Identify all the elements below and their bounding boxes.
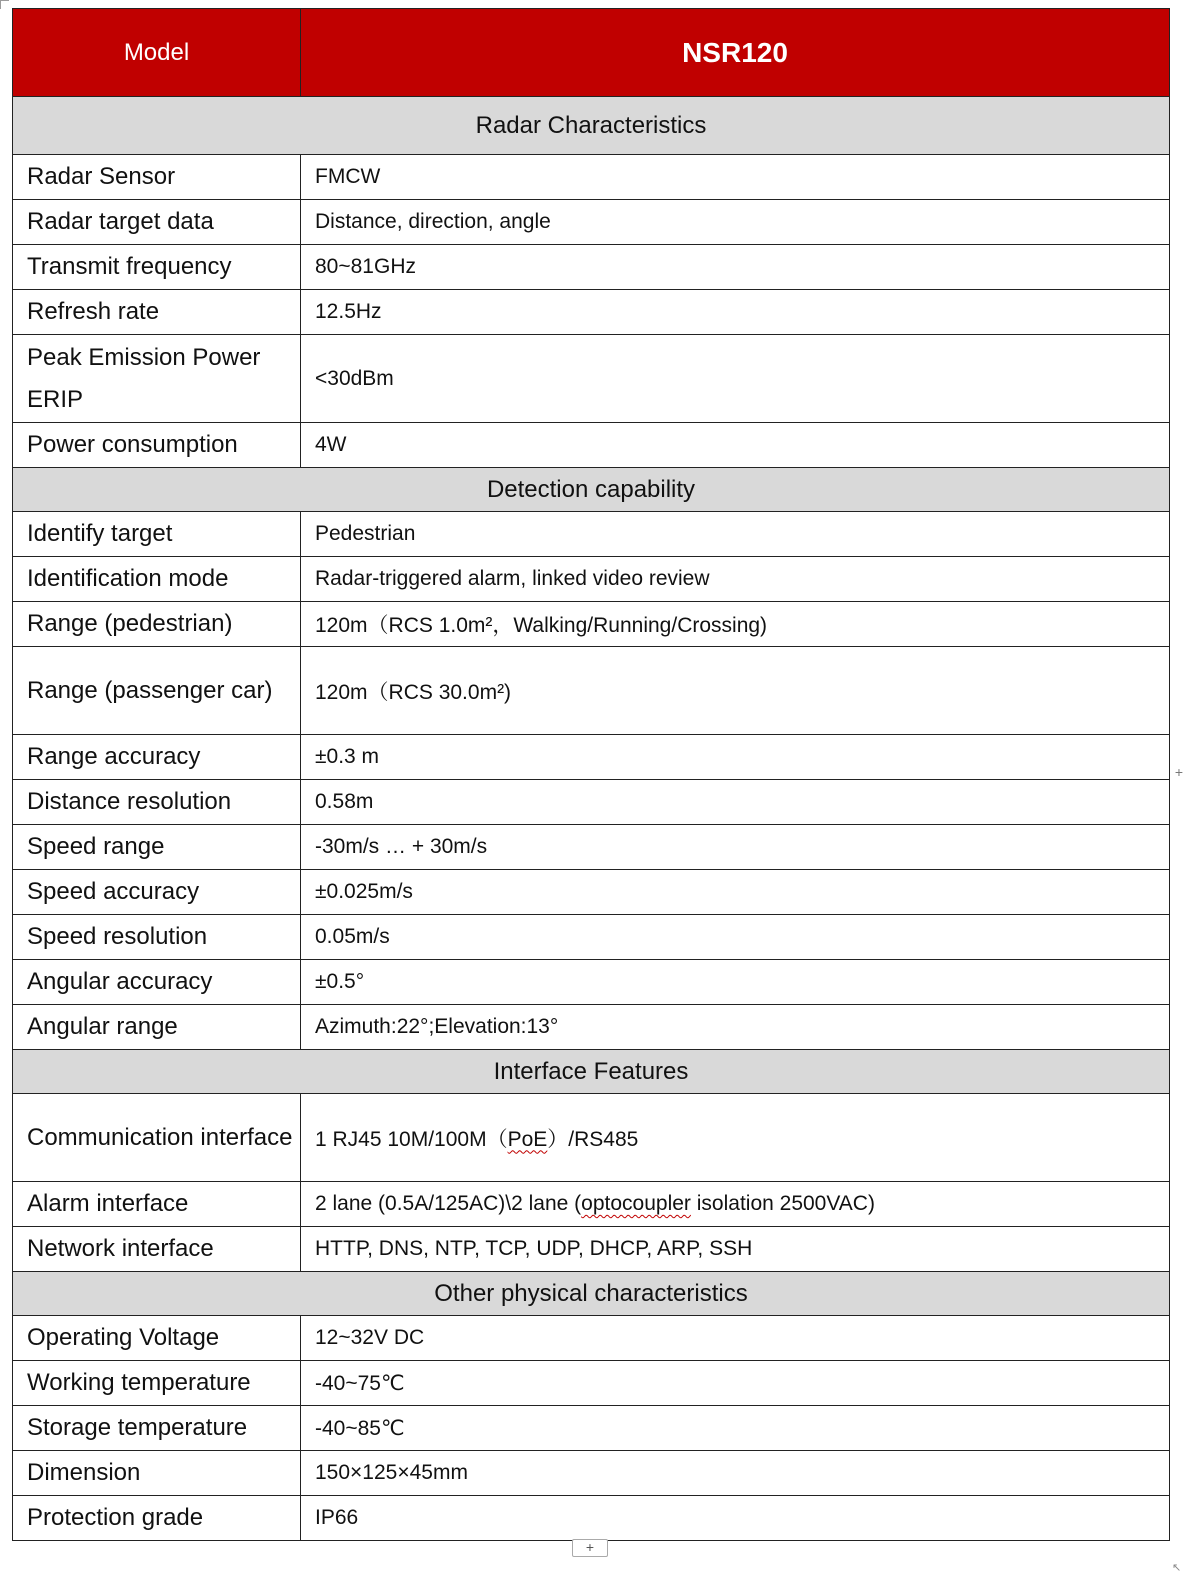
table-row bbox=[13, 1451, 1170, 1496]
row-label: Distance resolution bbox=[13, 780, 301, 825]
table-row bbox=[13, 602, 1170, 647]
row-value: -30m/s … + 30m/s bbox=[301, 825, 1170, 870]
model-label: Model bbox=[13, 9, 301, 97]
row-value: 0.05m/s bbox=[301, 915, 1170, 960]
row-label: Angular range bbox=[13, 1005, 301, 1050]
row-value: ±0.3 m bbox=[301, 735, 1170, 780]
table-row bbox=[13, 245, 1170, 290]
row-label: Refresh rate bbox=[13, 290, 301, 335]
table-row bbox=[13, 1406, 1170, 1451]
section-title: Detection capability bbox=[13, 468, 1170, 512]
add-row-button[interactable]: + bbox=[572, 1539, 608, 1557]
section-header bbox=[13, 1272, 1170, 1316]
model-value: NSR120 bbox=[301, 9, 1170, 97]
table-row bbox=[13, 870, 1170, 915]
row-value: Pedestrian bbox=[301, 512, 1170, 557]
row-value: HTTP, DNS, NTP, TCP, UDP, DHCP, ARP, SSH bbox=[301, 1227, 1170, 1272]
row-value bbox=[301, 1182, 1170, 1227]
table-row bbox=[13, 1005, 1170, 1050]
row-value: -40~75℃ bbox=[301, 1361, 1170, 1406]
row-label: Radar target data bbox=[13, 200, 301, 245]
section-header bbox=[13, 1050, 1170, 1094]
row-label: Radar Sensor bbox=[13, 155, 301, 200]
row-value: 80~81GHz bbox=[301, 245, 1170, 290]
spellcheck-flagged-text[interactable]: optocoupler bbox=[581, 1192, 691, 1215]
section-header bbox=[13, 97, 1170, 155]
table-row bbox=[13, 290, 1170, 335]
row-label: Power consumption bbox=[13, 423, 301, 468]
row-value: 12~32V DC bbox=[301, 1316, 1170, 1361]
section-title: Interface Features bbox=[13, 1050, 1170, 1094]
add-column-icon[interactable]: + bbox=[1174, 764, 1184, 780]
table-row bbox=[13, 1496, 1170, 1541]
row-label: Transmit frequency bbox=[13, 245, 301, 290]
spellcheck-flagged-text[interactable]: PoE bbox=[507, 1127, 548, 1151]
row-label: Speed accuracy bbox=[13, 870, 301, 915]
section-title: Other physical characteristics bbox=[13, 1272, 1170, 1316]
value-text: ）/RS485 bbox=[547, 1127, 639, 1151]
table-row bbox=[13, 1094, 1170, 1182]
table-row bbox=[13, 423, 1170, 468]
row-value: 120m（RCS 30.0m²) bbox=[301, 647, 1170, 735]
table-row bbox=[13, 512, 1170, 557]
value-text: 1 RJ45 10M/100M（ bbox=[315, 1127, 508, 1151]
row-value bbox=[301, 1094, 1170, 1182]
row-value: Radar-triggered alarm, linked video review bbox=[301, 557, 1170, 602]
row-label: Identification mode bbox=[13, 557, 301, 602]
table-row bbox=[13, 1316, 1170, 1361]
table-resize-icon[interactable]: ↖ bbox=[1172, 1562, 1182, 1574]
row-value: 4W bbox=[301, 423, 1170, 468]
row-value: Distance, direction, angle bbox=[301, 200, 1170, 245]
row-value: 150×125×45mm bbox=[301, 1451, 1170, 1496]
table-row bbox=[13, 735, 1170, 780]
value-text: 2 lane (0.5A/125AC)\2 lane ( bbox=[315, 1192, 582, 1215]
table-row bbox=[13, 200, 1170, 245]
table-row bbox=[13, 1361, 1170, 1406]
row-label: Dimension bbox=[13, 1451, 301, 1496]
section-title: Radar Characteristics bbox=[13, 97, 1170, 155]
row-label: Range (passenger car) bbox=[13, 647, 301, 735]
row-label: Operating Voltage bbox=[13, 1316, 301, 1361]
table-row bbox=[13, 1227, 1170, 1272]
row-label: Protection grade bbox=[13, 1496, 301, 1541]
table-row bbox=[13, 960, 1170, 1005]
row-label: Range accuracy bbox=[13, 735, 301, 780]
value-text: isolation 2500VAC) bbox=[690, 1192, 875, 1215]
row-value: Azimuth:22°;Elevation:13° bbox=[301, 1005, 1170, 1050]
row-value: ±0.025m/s bbox=[301, 870, 1170, 915]
table-row bbox=[13, 1182, 1170, 1227]
row-label: Alarm interface bbox=[13, 1182, 301, 1227]
row-value: <30dBm bbox=[301, 335, 1170, 423]
table-row bbox=[13, 557, 1170, 602]
row-label: Network interface bbox=[13, 1227, 301, 1272]
row-label: Working temperature bbox=[13, 1361, 301, 1406]
row-value: IP66 bbox=[301, 1496, 1170, 1541]
row-label: Angular accuracy bbox=[13, 960, 301, 1005]
table-row bbox=[13, 915, 1170, 960]
table-row bbox=[13, 647, 1170, 735]
table-row bbox=[13, 825, 1170, 870]
row-value: -40~85℃ bbox=[301, 1406, 1170, 1451]
table-row bbox=[13, 335, 1170, 423]
table-select-handle[interactable] bbox=[0, 0, 9, 9]
model-row bbox=[13, 9, 1170, 97]
row-label: Communication interface bbox=[13, 1094, 301, 1182]
spec-table bbox=[12, 8, 1170, 1541]
row-value: 0.58m bbox=[301, 780, 1170, 825]
row-label: Range (pedestrian) bbox=[13, 602, 301, 647]
row-label: Speed resolution bbox=[13, 915, 301, 960]
table-row bbox=[13, 155, 1170, 200]
row-label: Speed range bbox=[13, 825, 301, 870]
row-value: 120m（RCS 1.0m²，Walking/Running/Crossing) bbox=[301, 602, 1170, 647]
row-value: ±0.5° bbox=[301, 960, 1170, 1005]
row-value: 12.5Hz bbox=[301, 290, 1170, 335]
row-label: Peak Emission Power ERIP bbox=[13, 335, 301, 423]
section-header bbox=[13, 468, 1170, 512]
row-label: Storage temperature bbox=[13, 1406, 301, 1451]
row-label: Identify target bbox=[13, 512, 301, 557]
table-row bbox=[13, 780, 1170, 825]
row-value: FMCW bbox=[301, 155, 1170, 200]
